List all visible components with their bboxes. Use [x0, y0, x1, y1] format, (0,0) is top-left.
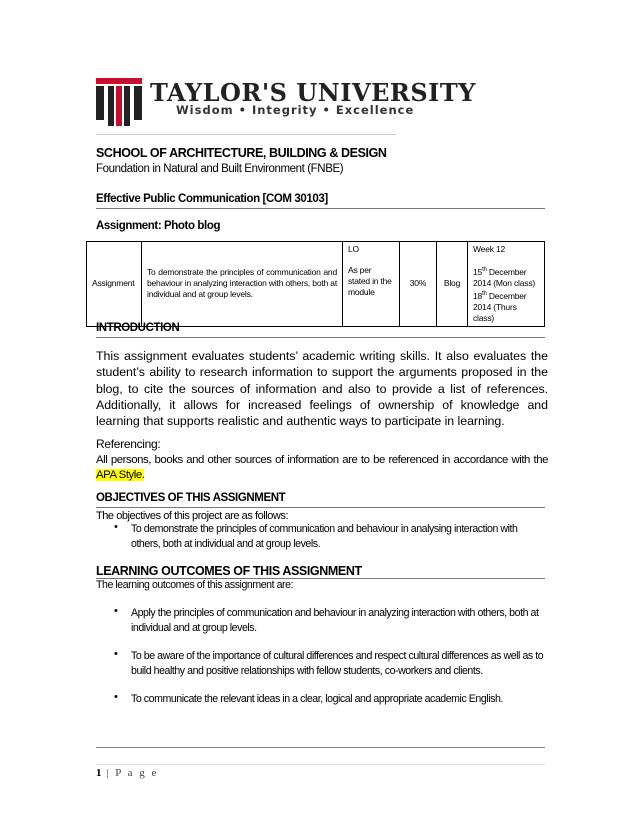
objectives-divider	[96, 507, 545, 508]
page-number: 1	[96, 767, 102, 779]
bullet-icon: •	[114, 605, 118, 617]
course-title: Effective Public Communication [COM 30103]	[96, 193, 328, 205]
assignment-title: Assignment: Photo blog	[96, 220, 221, 232]
university-name: TAYLOR'S UNIVERSITY	[150, 78, 476, 107]
due-date-thurs	[473, 289, 539, 324]
ordinal-suffix: th	[482, 267, 487, 273]
due-text: December 2014 (Thurs class)	[473, 290, 527, 323]
bullet-icon: •	[114, 648, 118, 660]
objectives-intro: The objectives of this project are as follows:	[96, 510, 289, 522]
referencing-label: Referencing:	[96, 437, 161, 451]
outcome-item: To be aware of the importance of cultural differences and respect cultural differences as well as to build healthy and positive relationships with fellow students, co-workers and clients.	[131, 650, 544, 677]
due-date-mon	[473, 265, 539, 289]
footer-divider-light	[96, 764, 545, 765]
ordinal-suffix: th	[482, 290, 487, 297]
university-logo	[96, 76, 476, 126]
taylors-shield-icon	[96, 76, 146, 126]
referencing-body	[96, 453, 548, 482]
due-day: 18	[473, 290, 483, 301]
due-text: December 2014 (Mon class)	[473, 266, 535, 288]
introduction-divider	[96, 337, 545, 338]
assignment-table	[86, 241, 545, 327]
due-day: 15	[473, 266, 483, 277]
learning-outcomes-heading: LEARNING OUTCOMES OF THIS ASSIGNMENT	[96, 564, 362, 578]
programme-name: Foundation in Natural and Built Environment (FNBE)	[96, 163, 344, 175]
learning-outcomes-intro: The learning outcomes of this assignment are:	[96, 579, 294, 591]
table-cell-description: To demonstrate the principles of communication and behaviour in analyzing interaction with others, both at individual and at group levels.	[142, 242, 343, 327]
page-footer	[96, 767, 158, 779]
introduction-body: This assignment evaluates students’ academic writing skills. It also evaluates the student’s ability to research information to support the arguments proposed in the blog, to cite the sources of information and also to provide a list of references. Additionally, it allows for increased feelings of ownership of knowledge and learning that supports realistic and authentic ways to participate in learning.	[96, 349, 548, 429]
table-cell-due	[468, 242, 545, 327]
outcome-item: Apply the principles of communication and behaviour in analyzing interaction with others, both at individual and at group levels.	[131, 607, 539, 634]
table-cell-type: Assignment	[87, 242, 142, 327]
logo-divider	[96, 134, 396, 135]
referencing-text: All persons, books and other sources of information are to be referenced in accordance with the	[96, 454, 548, 466]
due-week: Week 12	[473, 244, 505, 254]
university-motto: Wisdom • Integrity • Excellence	[176, 103, 415, 117]
table-row	[87, 242, 545, 327]
outcome-item: To communicate the relevant ideas in a clear, logical and appropriate academic English.	[131, 693, 503, 705]
table-cell-format: Blog	[437, 242, 468, 327]
objectives-heading: OBJECTIVES OF THIS ASSIGNMENT	[96, 492, 286, 504]
bullet-icon: •	[114, 521, 118, 533]
table-cell-weight: 30%	[400, 242, 437, 327]
footer-divider	[96, 747, 545, 748]
lo-detail: As per stated in the module	[348, 265, 392, 297]
course-divider	[96, 208, 545, 209]
page-label: | P a g e	[106, 767, 159, 779]
objective-item: To demonstrate the principles of communication and behaviour in analysing interaction with others, both at individual and at group levels.	[131, 523, 518, 550]
apa-style-highlight: APA Style.	[96, 468, 145, 481]
lo-label: LO	[348, 244, 359, 254]
bullet-icon: •	[114, 691, 118, 703]
introduction-heading: INTRODUCTION	[96, 322, 180, 334]
school-name: SCHOOL OF ARCHITECTURE, BUILDING & DESIGN	[96, 146, 387, 160]
table-cell-lo	[343, 242, 400, 327]
